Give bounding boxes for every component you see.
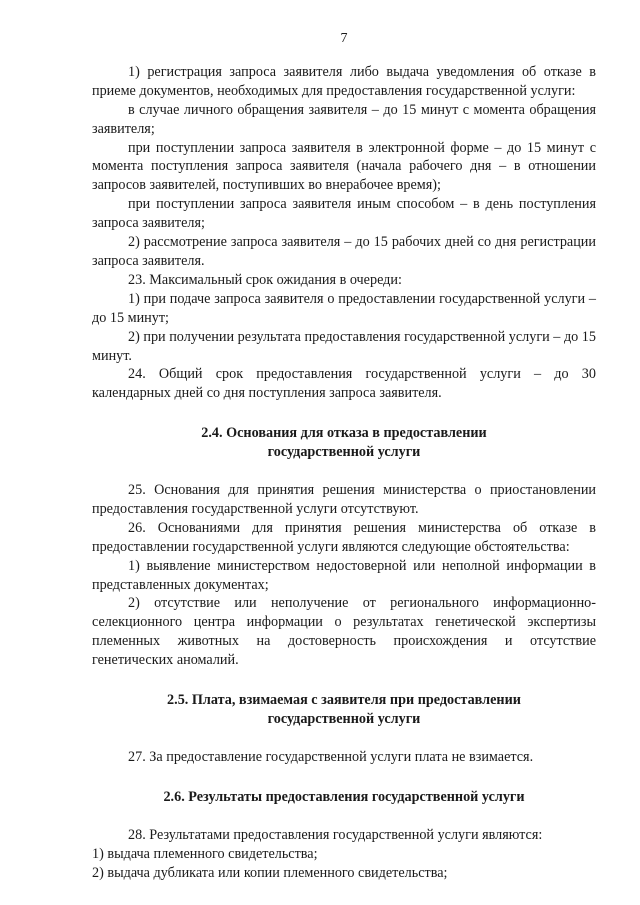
section-2-4-heading-line1: 2.4. Основания для отказа в предоставлении <box>201 425 487 442</box>
paragraph-26: 26. Основаниями для принятия решения министерства об отказе в предоставлении государственной услуги являются следующие обстоятельства: <box>92 519 596 555</box>
paragraph-other-method: при поступлении запроса заявителя иным способом – в день поступления запроса заявителя; <box>92 196 596 232</box>
section-2-4-heading-line2: государственной услуги <box>267 444 421 461</box>
paragraph-electronic-request: при поступлении запроса заявителя в электронной форме – до 15 минут с момента поступления запроса заявителя (начала рабочего дня – в отношении запросов заявителей, поступивших во внерабочее время); <box>92 139 596 194</box>
paragraph-28: 28. Результатами предоставления государственной услуги являются: <box>128 826 543 843</box>
paragraph-23-item-2: 2) при получении результата предоставления государственной услуги – до 15 минут. <box>92 328 596 364</box>
document-page <box>92 30 596 882</box>
paragraph-25: 25. Основания для принятия решения министерства о приостановлении предоставления государственной услуги отсутствуют. <box>92 482 596 517</box>
paragraph-28-item-1: 1) выдача племенного свидетельства; <box>92 845 318 862</box>
paragraph-26-item-2: 2) отсутствие или неполучение от регионального информационно-селекционного центра информации о результатах генетической экспертизы племенных животных на достоверность происхождения и отсутствие генетических аномалий. <box>92 595 596 669</box>
page-number: 7 <box>340 31 348 46</box>
section-2-5-heading-line1: 2.5. Плата, взимаемая с заявителя при предоставлении <box>167 692 521 709</box>
paragraph-personal-visit: в случае личного обращения заявителя – до 15 минут с момента обращения заявителя; <box>92 101 596 137</box>
section-2-5-heading-line2: государственной услуги <box>267 711 421 727</box>
paragraph-26-item-1: 1) выявление министерством недостоверной или неполной информации в представленных документах; <box>92 557 596 593</box>
paragraph-24-total-term: 24. Общий срок предоставления государственной услуги – до 30 календарных дней со дня поступления запроса заявителя. <box>92 366 596 402</box>
section-2-6-heading: 2.6. Результаты предоставления государственной услуги <box>163 788 525 805</box>
paragraph-27: 27. За предоставление государственной услуги плата не взимается. <box>128 748 534 765</box>
paragraph-review-request: 2) рассмотрение запроса заявителя – до 15 рабочих дней со дня регистрации запроса заявителя. <box>92 234 596 269</box>
paragraph-23-item-1: 1) при подаче запроса заявителя о предоставлении государственной услуги – до 15 минут; <box>92 290 596 326</box>
paragraph-registration: 1) регистрация запроса заявителя либо выдача уведомления об отказе в приеме документов, необходимых для предоставления государственной услуги: <box>92 63 596 99</box>
paragraph-23-queue-wait: 23. Максимальный срок ожидания в очереди: <box>128 271 402 288</box>
paragraph-28-item-2: 2) выдача дубликата или копии племенного свидетельства; <box>92 864 448 881</box>
